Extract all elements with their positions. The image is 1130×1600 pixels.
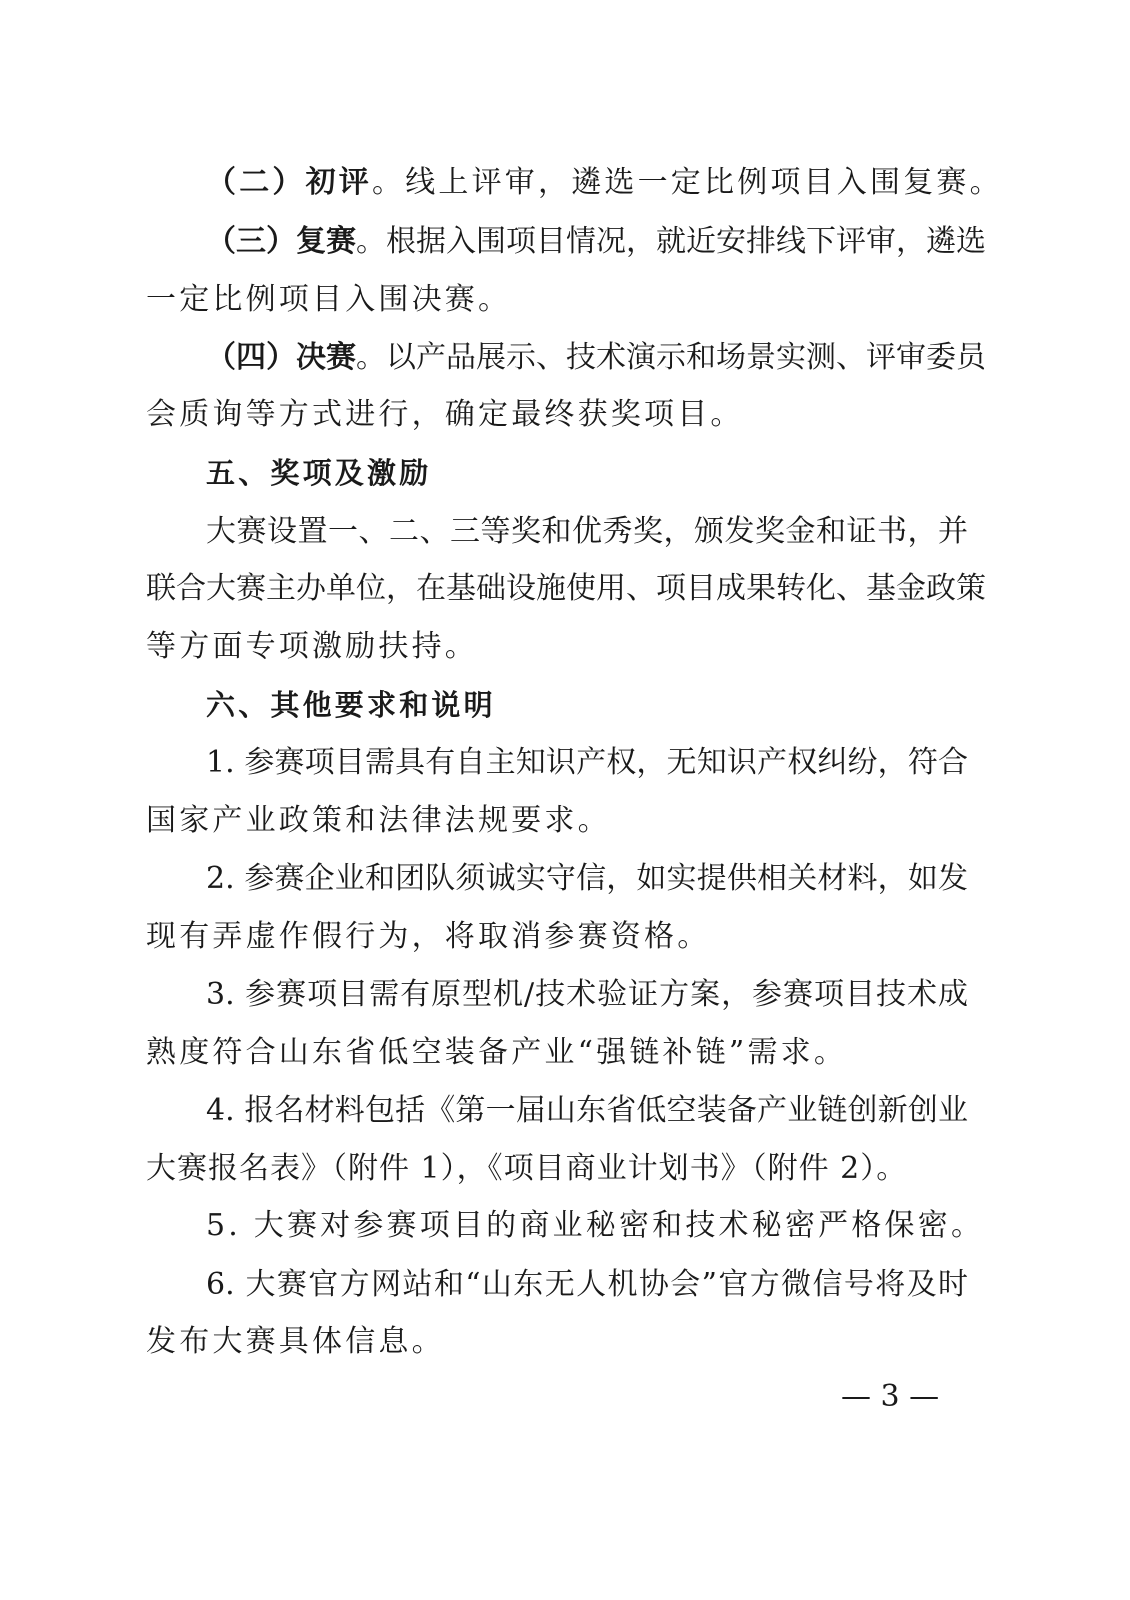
requirement-item-1-line1: 1. 参赛项目需具有自主知识产权，无知识产权纠纷，符合 (206, 745, 968, 780)
requirement-item-5-line1: 5. 大赛对参赛项目的商业秘密和技术秘密严格保密。 (206, 1208, 985, 1243)
requirement-item-4-line1: 4. 报名材料包括《第一届山东省低空装备产业链创新创业 (206, 1093, 968, 1128)
paragraph-final-line2: 会质询等方式进行，确定最终获奖项目。 (146, 397, 744, 432)
section-heading-requirements: 六、其他要求和说明 (206, 688, 496, 722)
text-preliminary-review: 。线上评审，遴选一定比例项目入围复赛。 (372, 165, 1003, 200)
requirement-item-2-line2: 现有弄虚作假行为，将取消参赛资格。 (146, 919, 711, 954)
awards-line1: 大赛设置一、二、三等奖和优秀奖，颁发奖金和证书，并 (206, 514, 968, 549)
paragraph-preliminary-review (206, 163, 1003, 203)
text-semifinal: 。根据入围项目情况，就近安排线下评审，遴选 (356, 224, 986, 259)
paragraph-semifinal-line2: 一定比例项目入围决赛。 (146, 282, 512, 317)
label-preliminary-review: （二）初评 (206, 165, 372, 200)
page-number: — 3 — (841, 1379, 940, 1414)
requirement-item-6-line1: 6. 大赛官方网站和“山东无人机协会”官方微信号将及时 (206, 1267, 968, 1302)
paragraph-final-line1 (206, 338, 986, 378)
label-semifinal: （三）复赛 (206, 224, 356, 259)
requirement-item-3-line1: 3. 参赛项目需有原型机/技术验证方案，参赛项目技术成 (206, 977, 968, 1012)
requirement-item-3-line2: 熟度符合山东省低空装备产业“强链补链”需求。 (146, 1035, 848, 1070)
label-final: （四）决赛 (206, 340, 356, 375)
text-final: 。以产品展示、技术演示和场景实测、评审委员 (356, 340, 986, 375)
awards-line3: 等方面专项激励扶持。 (146, 629, 478, 664)
paragraph-semifinal-line1 (206, 222, 986, 262)
awards-line2: 联合大赛主办单位，在基础设施使用、项目成果转化、基金政策 (146, 571, 986, 606)
requirement-item-2-line1: 2. 参赛企业和团队须诚实守信，如实提供相关材料，如发 (206, 861, 968, 896)
requirement-item-1-line2: 国家产业政策和法律法规要求。 (146, 803, 611, 838)
requirement-item-4-line2: 大赛报名表》（附件 1），《项目商业计划书》（附件 2）。 (146, 1151, 908, 1186)
section-heading-awards: 五、奖项及激励 (206, 456, 432, 490)
requirement-item-6-line2: 发布大赛具体信息。 (146, 1324, 445, 1359)
